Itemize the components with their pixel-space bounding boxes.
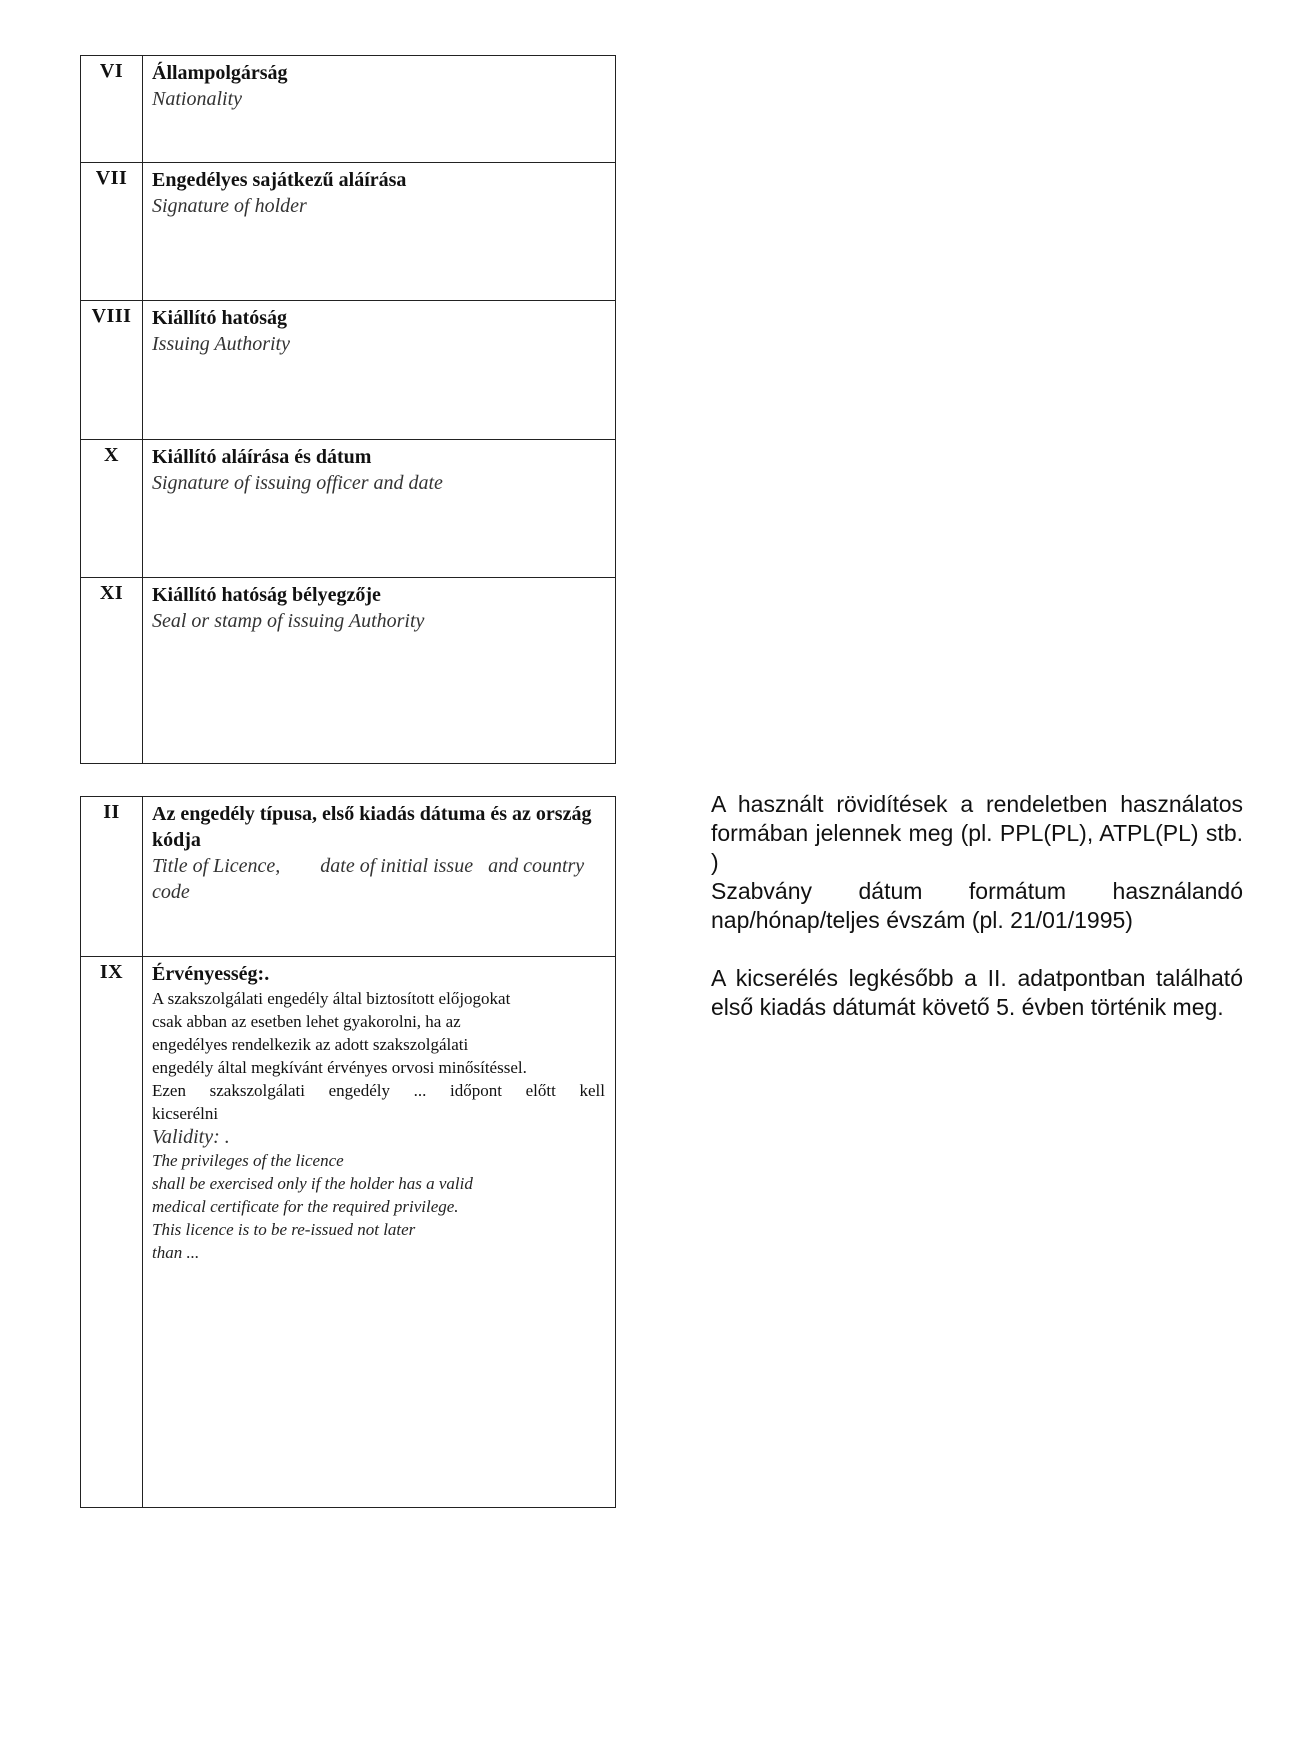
paragraph-gap: [711, 935, 1243, 964]
form-row-ii: [81, 797, 615, 957]
field-title-en: Issuing Authority: [152, 333, 290, 355]
validity-line-en: medical certificate for the required privilege.: [152, 1197, 459, 1216]
validity-title-en: Validity: .: [152, 1126, 230, 1148]
note-reissue: A kicserélés legkésőbb a II. adatpontban található első kiadás dátumát követő 5. évben történik meg.: [711, 965, 1243, 1020]
validity-line-hu: kicserélni: [152, 1104, 219, 1123]
row-content: [143, 163, 615, 300]
validity-line-hu: csak abban az esetben lehet gyakorolni, ha az: [152, 1012, 461, 1031]
row-content: [143, 957, 615, 1507]
note-date-format: Szabvány dátum formátum használandó nap/hónap/teljes évszám (pl. 21/01/1995): [711, 878, 1243, 933]
field-title-en: Title of Licence, date of initial issue and country code: [152, 855, 590, 903]
field-title-hu: Engedélyes sajátkezű aláírása: [152, 169, 407, 191]
row-number: VIII: [81, 301, 143, 439]
licence-form-table-bottom: [80, 796, 616, 1508]
validity-text-en: [152, 1149, 605, 1264]
form-row-vi: [81, 56, 615, 163]
form-row-viii: [81, 301, 615, 440]
row-content: [143, 797, 615, 956]
row-content: [143, 578, 615, 763]
form-row-ix: [81, 957, 615, 1507]
validity-text-hu: [152, 987, 605, 1125]
validity-line-en: The privileges of the licence: [152, 1151, 344, 1170]
validity-line-hu: engedély által megkívánt érvényes orvosi minősítéssel.: [152, 1058, 527, 1077]
form-row-xi: [81, 578, 615, 763]
validity-line-en: This licence is to be re-issued not later: [152, 1220, 416, 1239]
field-title-en: Signature of holder: [152, 195, 307, 217]
field-title-hu: Kiállító hatóság bélyegzője: [152, 584, 381, 606]
row-number: X: [81, 440, 143, 577]
row-number: XI: [81, 578, 143, 763]
row-number: II: [81, 797, 143, 956]
validity-line-en: than ...: [152, 1243, 200, 1262]
note-abbreviations: A használt rövidítések a rendeletben használatos formában jelennek meg (pl. PPL(PL), ATPL(PL) stb. ): [711, 791, 1243, 875]
validity-line-hu: engedélyes rendelkezik az adott szakszolgálati: [152, 1035, 469, 1054]
validity-line-en: shall be exercised only if the holder has a valid: [152, 1174, 473, 1193]
form-row-x: [81, 440, 615, 578]
validity-title-hu: Érvényesség:.: [152, 963, 270, 985]
field-title-hu: Az engedély típusa, első kiadás dátuma és az ország kódja: [152, 803, 592, 851]
row-number: VI: [81, 56, 143, 162]
validity-line-hu: A szakszolgálati engedély által biztosított előjogokat: [152, 989, 511, 1008]
row-number: VII: [81, 163, 143, 300]
field-title-hu: Állampolgárság: [152, 62, 288, 84]
field-title-hu: Kiállító hatóság: [152, 307, 288, 329]
side-notes: [711, 790, 1243, 1022]
row-content: [143, 440, 615, 577]
field-title-hu: Kiállító aláírása és dátum: [152, 446, 372, 468]
field-title-en: Nationality: [152, 88, 242, 110]
validity-line-hu: Ezen szakszolgálati engedély ... időpont előtt kell: [152, 1081, 605, 1100]
row-content: [143, 56, 615, 162]
field-title-en: Seal or stamp of issuing Authority: [152, 610, 425, 632]
licence-form-table-top: [80, 55, 616, 764]
form-row-vii: [81, 163, 615, 301]
row-number: IX: [81, 957, 143, 1507]
row-content: [143, 301, 615, 439]
field-title-en: Signature of issuing officer and date: [152, 472, 443, 494]
